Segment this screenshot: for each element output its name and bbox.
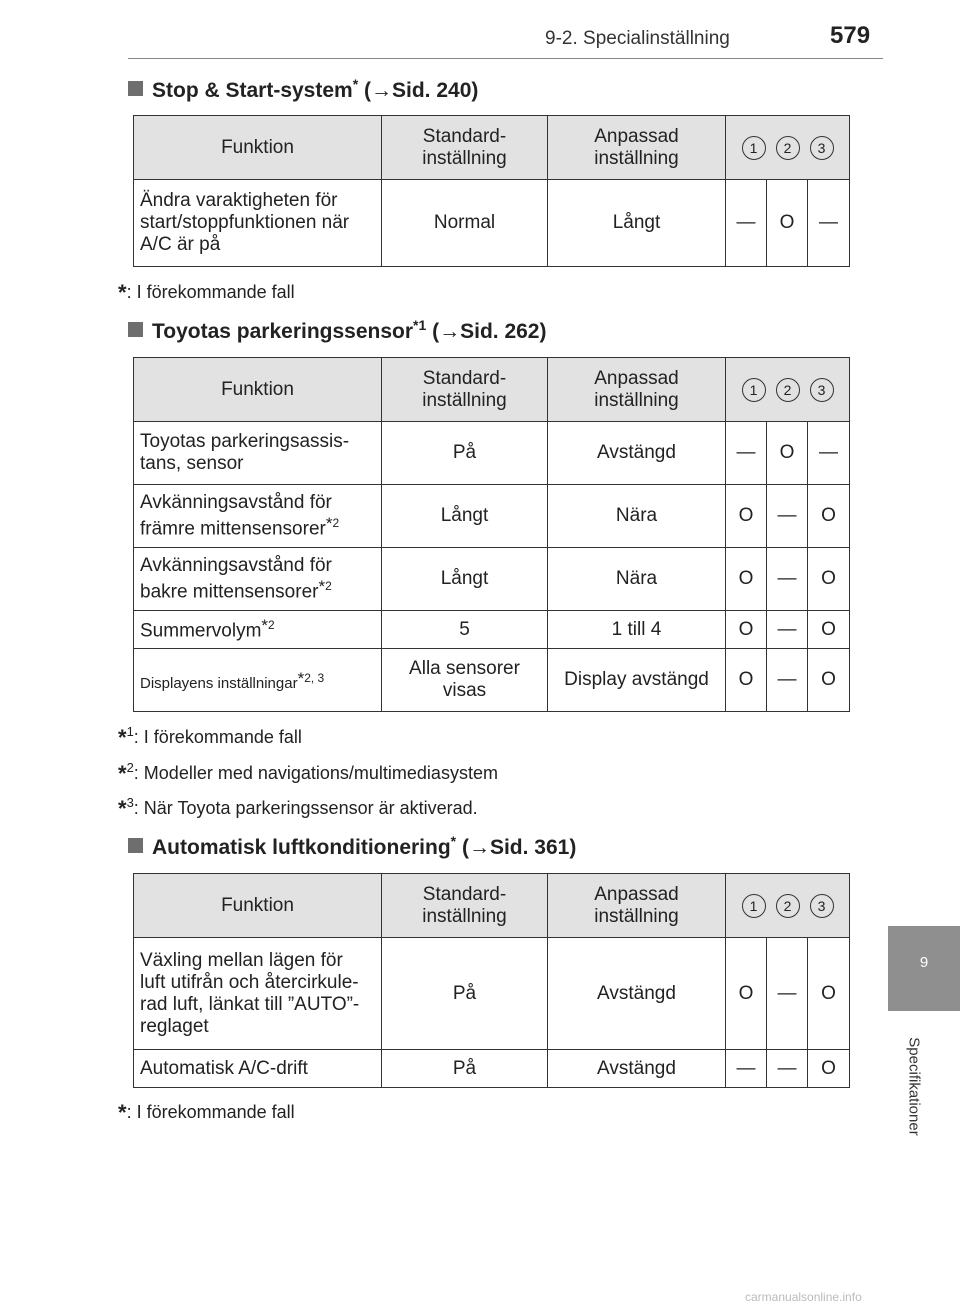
table-header-row [134,116,850,180]
circle-2-icon: 2 [776,378,800,402]
table-row [134,1050,850,1088]
footnote: *$^3$: När Toyota parkeringssensor är aktiverad. [118,795,478,821]
cell-function: Avkänningsavstånd för bakre mittensensorer$^{*2}$ [134,548,382,611]
circle-2-icon: 2 [776,894,800,918]
cell-c3: — [808,422,850,485]
section-heading-stop-start: Stop & Start-system* (→Sid. 240) [128,76,478,103]
footnote: *: I förekommande fall [118,280,295,305]
cell-standard: 5 [382,611,548,649]
heading-text: Toyotas parkeringssensor [152,320,414,343]
cell-c1: — [726,422,767,485]
cell-custom: Nära [548,485,726,548]
page-number: 579 [830,22,871,49]
chapter-label-text: Specifikationer [905,1037,923,1136]
circle-3-icon: 3 [810,378,834,402]
circle-1-icon: 1 [742,894,766,918]
cell-custom: Nära [548,548,726,611]
cell-function: Toyotas parkeringsassis- tans, sensor [134,422,382,485]
circle-3-icon: 3 [810,136,834,160]
table-row [134,649,850,712]
cell-custom: Display avstängd [548,649,726,712]
bullet-square-icon [128,81,143,96]
cell-custom: Avstängd [548,422,726,485]
settings-table-climate [133,873,850,1088]
circle-1-icon: 1 [742,136,766,160]
table-row [134,422,850,485]
heading-text: Stop & Start-system [152,79,353,102]
cell-function: Automatisk A/C-drift [134,1050,382,1088]
cell-c1: O [726,938,767,1050]
col-funktion: Funktion [134,874,382,938]
cell-c1: O [726,548,767,611]
settings-table-parking-sensor [133,357,850,712]
cell-c2: — [767,938,808,1050]
cell-standard: Långt [382,485,548,548]
section-heading-climate: Automatisk luftkonditionering* (→Sid. 361) [128,833,576,860]
table-row [134,485,850,548]
heading-asterisk: * [450,833,457,849]
circle-1-icon: 1 [742,378,766,402]
chapter-number: 9 [919,954,929,971]
cell-c1: — [726,1050,767,1088]
cell-c1: O [726,485,767,548]
cell-c1: O [726,649,767,712]
arrow-right-icon: → [439,320,461,343]
page-header [0,0,960,60]
cell-c2: — [767,649,808,712]
table-header-row [134,874,850,938]
cell-standard: Långt [382,548,548,611]
col-standard: Standard- inställning [382,874,548,938]
bullet-square-icon [128,322,143,337]
chapter-label [892,1020,932,1160]
cell-standard: Alla sensorer visas [382,649,548,712]
cell-c1: O [726,611,767,649]
table-row [134,611,850,649]
col-funktion: Funktion [134,358,382,422]
cell-c3: O [808,485,850,548]
cell-function: Växling mellan lägen för luft utifrån och återcirkule- rad luft, länkat till ”AUTO”- reglaget [134,938,382,1050]
footer-watermark: carmanualsonline.info [745,1290,862,1304]
table-row [134,180,850,267]
cell-standard: På [382,938,548,1050]
footnote: *$^2$: Modeller med navigations/multimediasystem [118,760,498,786]
cell-standard: På [382,1050,548,1088]
col-anpassad: Anpassad inställning [548,116,726,180]
table-row [134,938,850,1050]
page-reference-link[interactable]: Sid. 262) [460,320,547,343]
cell-c3: O [808,938,850,1050]
cell-function: Displayens inställningar$^{*2, 3}$ [134,649,382,712]
table-row [134,548,850,611]
arrow-right-icon: → [371,79,392,102]
cell-function: Avkänningsavstånd för främre mittensensorer$^{*2}$ [134,485,382,548]
cell-c2: O [767,422,808,485]
heading-text: Automatisk luftkonditionering [152,836,451,859]
cell-c2: — [767,548,808,611]
col-anpassad: Anpassad inställning [548,358,726,422]
section-title: 9-2. Specialinställning [545,28,730,49]
header-rule [128,58,883,59]
cell-standard: På [382,422,548,485]
chapter-tab[interactable] [888,926,960,1011]
cell-function: Summervolym$^{*2}$ [134,611,382,649]
section-heading-parking-sensor: Toyotas parkeringssensor$^{*1}$ (→Sid. 262) [128,317,546,344]
cell-c2: — [767,1050,808,1088]
cell-c2: — [767,485,808,548]
cell-custom: Avstängd [548,938,726,1050]
cell-custom: Långt [548,180,726,267]
cell-c3: O [808,649,850,712]
cell-custom: Avstängd [548,1050,726,1088]
col-circles [726,358,850,422]
col-anpassad: Anpassad inställning [548,874,726,938]
footnote: *: I förekommande fall [118,1100,295,1125]
col-circles [726,116,850,180]
col-funktion: Funktion [134,116,382,180]
col-circles [726,874,850,938]
cell-standard: Normal [382,180,548,267]
cell-c3: O [808,548,850,611]
circle-3-icon: 3 [810,894,834,918]
cell-c3: — [808,180,850,267]
settings-table-stop-start [133,115,850,267]
cell-c1: — [726,180,767,267]
arrow-right-icon: → [468,836,490,859]
page-reference-link[interactable]: Sid. 361) [489,836,577,859]
cell-c3: O [808,1050,850,1088]
page-reference-link[interactable]: Sid. 240) [392,79,479,102]
col-standard: Standard- inställning [382,116,548,180]
cell-function: Ändra varaktigheten för start/stoppfunktionen när A/C är på [134,180,382,267]
cell-c2: O [767,180,808,267]
cell-custom: 1 till 4 [548,611,726,649]
col-standard: Standard- inställning [382,358,548,422]
circle-2-icon: 2 [776,136,800,160]
heading-asterisk: * [352,76,359,92]
cell-c3: O [808,611,850,649]
table-header-row [134,358,850,422]
cell-c2: — [767,611,808,649]
bullet-square-icon [128,838,143,853]
footnote: *$^1$: I förekommande fall [118,724,302,750]
heading-asterisk: *1 [413,317,427,333]
